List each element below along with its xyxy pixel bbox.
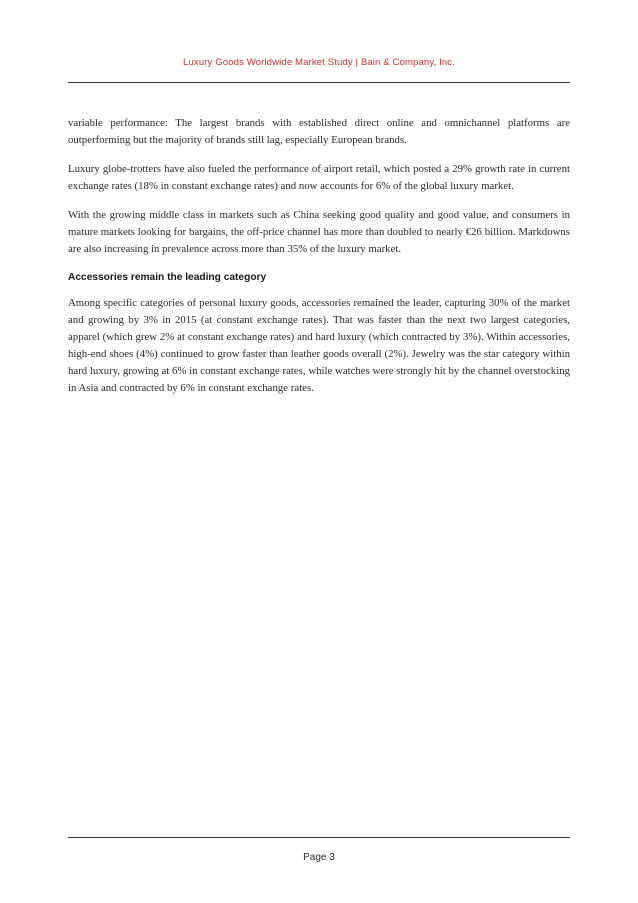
- paragraph-online-performance: variable performance: The largest brands with established direct online and omnichannel platforms are outperforming but the majority of brands still lag, especially European brands.: [68, 117, 570, 146]
- header-divider: [68, 82, 570, 83]
- running-header: Luxury Goods Worldwide Market Study | Bain & Company, Inc.: [183, 57, 455, 68]
- body-content: [68, 115, 570, 409]
- page-number: Page 3: [303, 852, 335, 863]
- paragraph-accessories: Among specific categories of personal luxury goods, accessories remained the leader, capturing 30% of the market and growing by 3% in 2015 (at constant exchange rates). That was faster than the next two largest categories, apparel (which grew 2% at constant exchange rates) and hard luxury (which contracted by 3%). Within accessories, high-end shoes (4%) continued to grow faster than leather goods overall (2%). Jewelry was the star category within hard luxury, growing at 6% in constant exchange rates, while watches were strongly hit by the channel overstocking in Asia and contracted by 6% in constant exchange rates.: [68, 297, 570, 394]
- paragraph-airport-retail: Luxury globe-trotters have also fueled the performance of airport retail, which posted a 29% growth rate in current exchange rates (18% in constant exchange rates) and now accounts for 6% of the global luxury market.: [68, 163, 570, 192]
- footer-divider: [68, 837, 570, 838]
- section-subheading: Accessories remain the leading category: [68, 272, 267, 283]
- paragraph-off-price-channel: With the growing middle class in markets such as China seeking good quality and good value, and consumers in mature markets looking for bargains, the off-price channel has more than doubled to nearly €26 billion. Markdowns are also increasing in prevalence across more than 35% of the luxury market.: [68, 209, 570, 255]
